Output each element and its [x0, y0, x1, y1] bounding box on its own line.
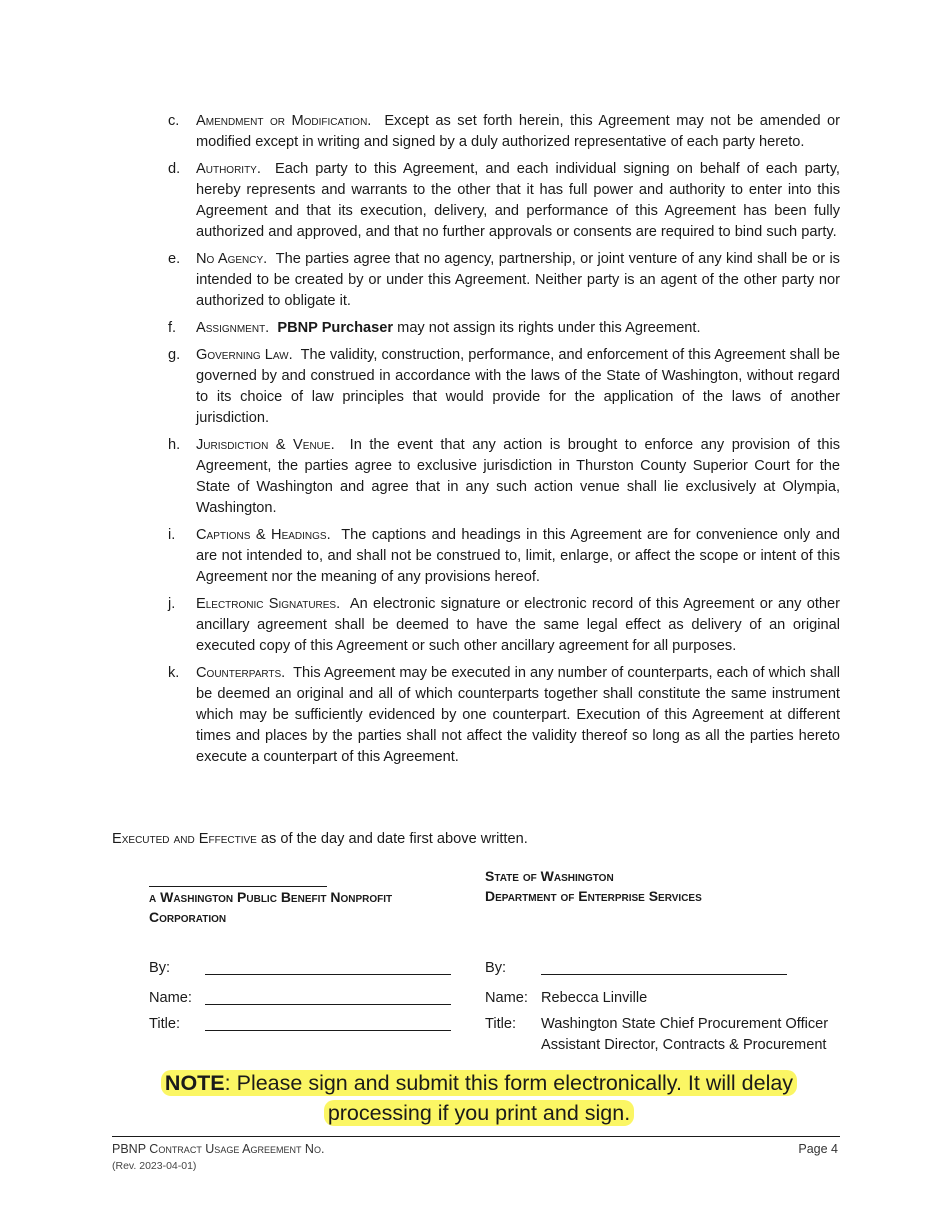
clause-body: The validity, construction, performance, and enforcement of this Agreement shall be governed by and construed in accordance with the laws of the State of Washington, without regard to its choice of law principles that would provide for the application of the laws of another jurisdiction. [196, 347, 841, 426]
clause-letter: h. [168, 437, 181, 453]
clause-body: In the event that any action is brought to enforce any provision of this Agreement, the parties agree to exclusive jurisdiction in Thurston County Superior Court for the State of Washington and agree that in any such action venue shall lie exclusively at Olympia, Washington. [196, 437, 841, 516]
clause-heading: Amendment or Modification. [196, 113, 372, 129]
left-title-line[interactable] [205, 1014, 451, 1031]
footer-agreement: PBNP Contract Usage Agreement No. [112, 1142, 325, 1156]
clause-heading: Assignment. [196, 320, 270, 336]
clause-body: An electronic signature or electronic record of this Agreement or any other ancillary agreement shall be deemed to have the same legal effect as delivery of an original executed copy of this Agreement or such other ancillary agreement for all purposes. [196, 596, 840, 654]
clause-body: The captions and headings in this Agreement are for convenience only and are not intended to, and shall not be construed to, limit, enlarge, or affect the scope or intent of this Agreement nor the meaning of any provisions hereof. [196, 527, 840, 585]
clause-k [168, 663, 840, 768]
footer-page-number: Page 4 [798, 1142, 838, 1156]
left-title-label: Title: [149, 1016, 181, 1032]
clause-body: The parties agree that no agency, partnership, or joint venture of any kind shall be or is intended to be created by or under this Agreement. Neither party is an agent of the other party nor authorized to obligate it. [196, 251, 840, 309]
right-party-line2: Department of Enterprise Services [485, 888, 702, 904]
clause-j [168, 594, 840, 657]
right-by-row [485, 958, 787, 979]
party-name-blank[interactable] [149, 866, 327, 887]
right-by-label: By: [485, 960, 507, 976]
clause-heading: Jurisdiction & Venue. [196, 437, 335, 453]
clause-heading: Electronic Signatures. [196, 596, 341, 612]
clause-f [168, 318, 840, 339]
clause-body: Except as set forth herein, this Agreement may not be amended or modified except in writing and signed by a duly authorized representative of each party hereto. [196, 113, 841, 150]
right-title-line2: Assistant Director, Contracts & Procurement [541, 1037, 827, 1053]
clause-letter: f. [168, 320, 177, 336]
left-by-label: By: [149, 960, 171, 976]
clause-body: This Agreement may be executed in any number of counterparts, each of which shall be deemed an original and all of which counterparts together shall constitute the same instrument which may be sufficiently evidenced by one counterpart. Execution of this Agreement at different times and places by the parties shall not affect the validity thereof so long as all the parties hereto execute a counterpart of this Agreement. [196, 665, 840, 765]
right-title-row [485, 1014, 828, 1056]
clause-letter: d. [168, 161, 181, 177]
left-name-label: Name: [149, 990, 192, 1006]
clause-letter: i. [168, 527, 176, 543]
clause-d [168, 159, 840, 243]
clause-g [168, 345, 840, 429]
clause-heading: Governing Law. [196, 347, 293, 363]
left-name-line[interactable] [205, 988, 451, 1005]
clause-h [168, 435, 840, 519]
note-highlight [161, 1070, 797, 1126]
right-title-label: Title: [485, 1016, 517, 1032]
note-line1: : Please sign and submit this form electronically. It will delay [224, 1071, 794, 1095]
footer-divider [112, 1136, 840, 1137]
clause-letter: g. [168, 347, 181, 363]
clause-heading: Authority. [196, 161, 261, 177]
left-by-row [149, 958, 451, 979]
clause-e [168, 249, 840, 312]
right-name-row [485, 988, 647, 1009]
clause-letter: e. [168, 251, 181, 267]
submission-note [100, 1068, 858, 1128]
executed-rest: as of the day and date first above written. [260, 831, 528, 847]
left-by-line[interactable] [205, 958, 451, 975]
right-party-block [485, 866, 885, 906]
clause-party-name: PBNP Purchaser [277, 320, 394, 336]
right-name-label: Name: [485, 990, 528, 1006]
left-party-block [149, 866, 459, 927]
clause-letter: k. [168, 665, 180, 681]
left-name-row [149, 988, 451, 1009]
clause-heading: No Agency. [196, 251, 268, 267]
clause-letter: c. [168, 113, 180, 129]
note-line2: processing if you print and sign. [327, 1101, 631, 1125]
right-party-line1: State of Washington [485, 868, 614, 884]
clause-i [168, 525, 840, 588]
left-title-row [149, 1014, 451, 1035]
footer-revision: (Rev. 2023-04-01) [112, 1160, 197, 1172]
clause-c [168, 111, 840, 153]
left-party-line1: a Washington Public Benefit Nonprofit [149, 889, 393, 905]
clause-heading: Counterparts. [196, 665, 286, 681]
executed-statement [112, 829, 528, 850]
clause-body: Each party to this Agreement, and each individual signing on behalf of each party, hereby represents and warrants to the other that it has full power and authority to enter into this Agreement and that its execution, delivery, and performance of this Agreement has been fully authorized and approved, and that no further approvals or consents are required to bind such party. [196, 161, 840, 240]
clause-letter: j. [168, 596, 176, 612]
clause-list [168, 111, 840, 774]
left-party-line2: Corporation [149, 909, 227, 925]
executed-lead: Executed and Effective [112, 831, 257, 847]
right-by-line[interactable] [541, 958, 787, 975]
clause-heading: Captions & Headings. [196, 527, 331, 543]
right-name-value: Rebecca Linville [541, 990, 648, 1006]
clause-body: may not assign its rights under this Agreement. [397, 320, 701, 336]
note-label: NOTE [164, 1071, 225, 1095]
right-title-line1: Washington State Chief Procurement Officer [541, 1016, 829, 1032]
